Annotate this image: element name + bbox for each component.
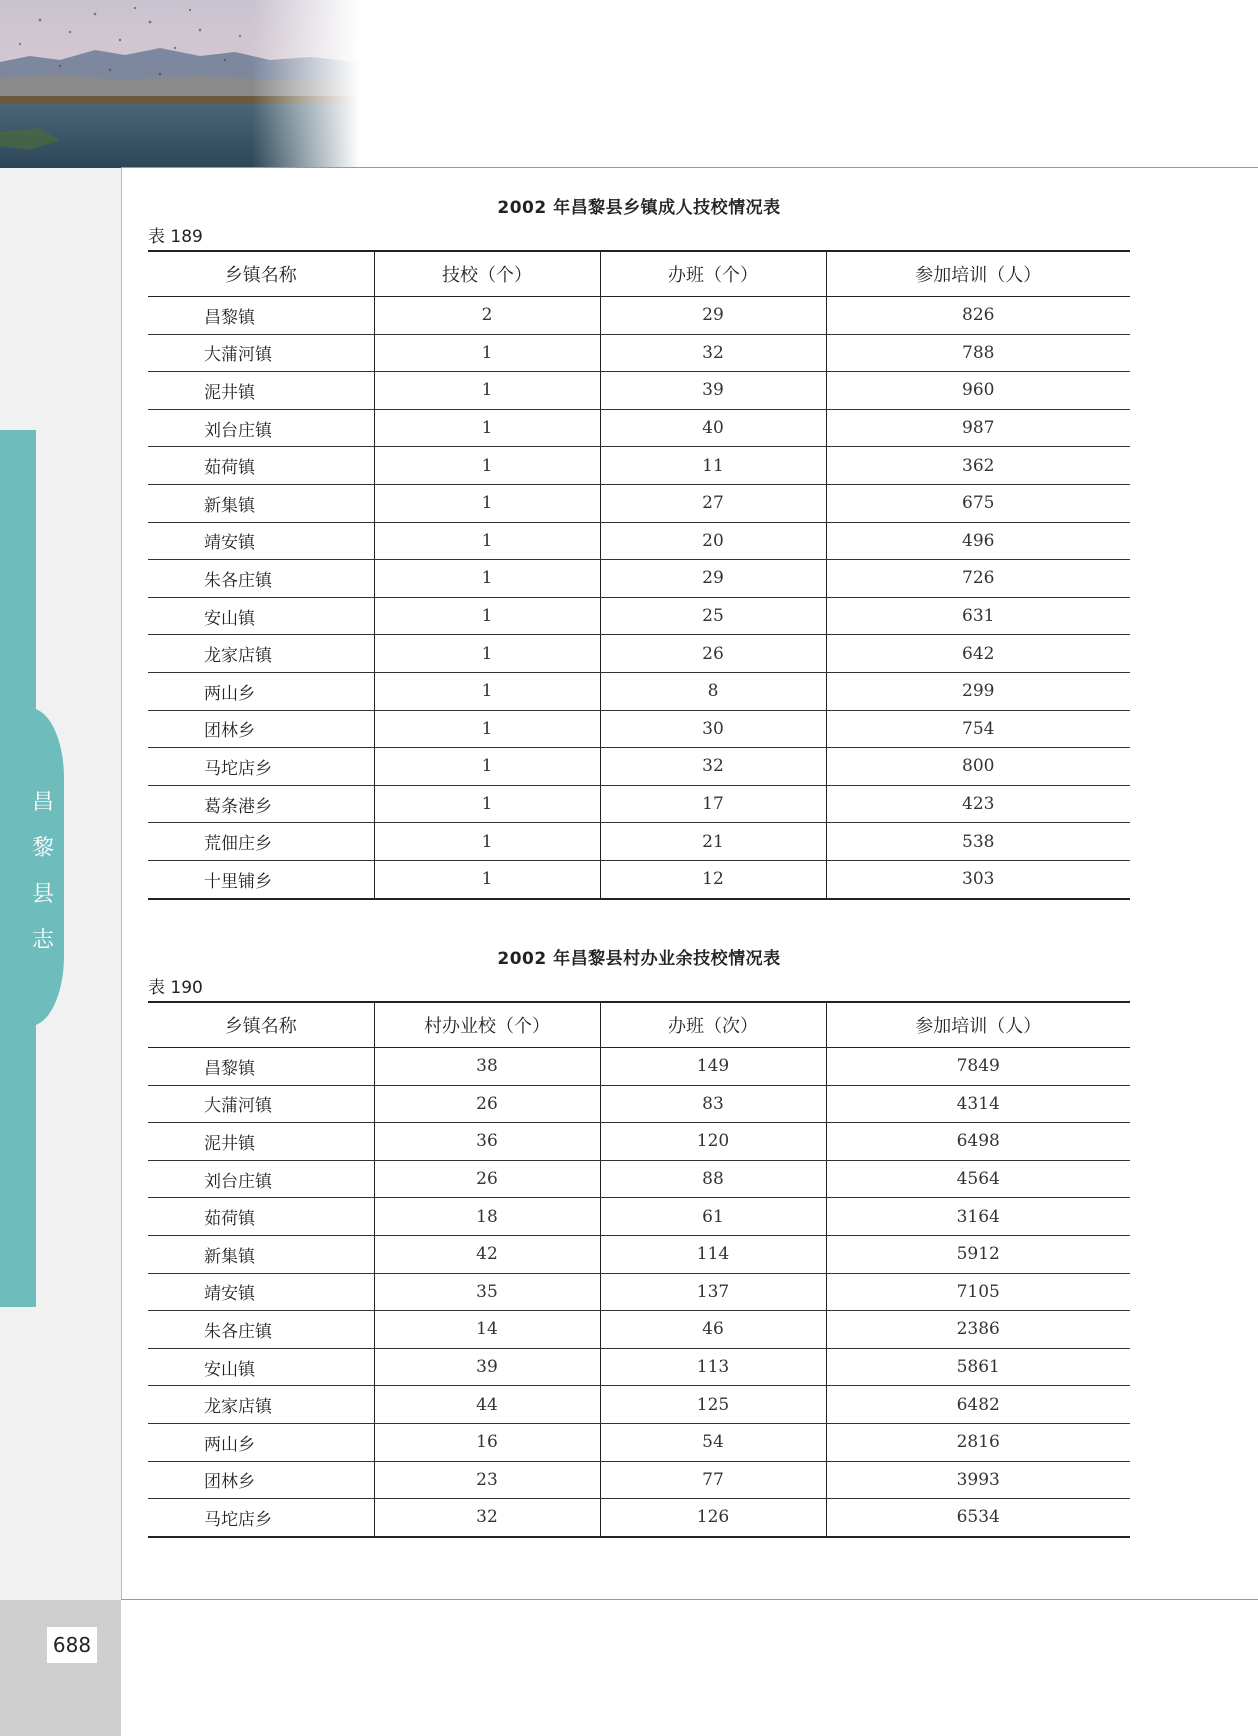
- value-cell: 5912: [826, 1235, 1130, 1273]
- footer-divider: [121, 1599, 1258, 1600]
- value-cell: 960: [826, 372, 1130, 410]
- table-header-row: [148, 251, 1130, 297]
- table-row: [148, 823, 1130, 861]
- value-cell: 8: [600, 672, 826, 710]
- township-name-cell: 茹荷镇: [148, 447, 374, 485]
- value-cell: 137: [600, 1273, 826, 1311]
- value-cell: 46: [600, 1311, 826, 1349]
- value-cell: 1: [374, 860, 600, 898]
- township-name-cell: 两山乡: [148, 672, 374, 710]
- value-cell: 26: [374, 1160, 600, 1198]
- township-name-cell: 龙家店镇: [148, 635, 374, 673]
- value-cell: 642: [826, 635, 1130, 673]
- value-cell: 20: [600, 522, 826, 560]
- value-cell: 29: [600, 560, 826, 598]
- value-cell: 631: [826, 597, 1130, 635]
- value-cell: 61: [600, 1198, 826, 1236]
- township-name-cell: 刘台庄镇: [148, 1160, 374, 1198]
- value-cell: 2816: [826, 1423, 1130, 1461]
- value-cell: 6482: [826, 1386, 1130, 1424]
- value-cell: 1: [374, 597, 600, 635]
- table-row: [148, 597, 1130, 635]
- value-cell: 113: [600, 1348, 826, 1386]
- township-name-cell: 安山镇: [148, 1348, 374, 1386]
- value-cell: 11: [600, 447, 826, 485]
- value-cell: 149: [600, 1048, 826, 1086]
- header-divider: [121, 167, 1258, 168]
- column-header: 办班（次）: [600, 1002, 826, 1048]
- value-cell: 826: [826, 297, 1130, 335]
- value-cell: 25: [600, 597, 826, 635]
- table-189-body: [148, 297, 1130, 899]
- value-cell: 27: [600, 484, 826, 522]
- value-cell: 1: [374, 672, 600, 710]
- value-cell: 26: [600, 635, 826, 673]
- value-cell: 303: [826, 860, 1130, 898]
- column-header: 村办业校（个）: [374, 1002, 600, 1048]
- value-cell: 423: [826, 785, 1130, 823]
- township-name-cell: 团林乡: [148, 1461, 374, 1499]
- value-cell: 29: [600, 297, 826, 335]
- table-190-block: [148, 947, 1130, 1538]
- table-189-title: 2002 年昌黎县乡镇成人技校情况表: [497, 198, 781, 218]
- table-row: [148, 748, 1130, 786]
- table-row: [148, 1386, 1130, 1424]
- value-cell: 1: [374, 372, 600, 410]
- value-cell: 120: [600, 1123, 826, 1161]
- value-cell: 788: [826, 334, 1130, 372]
- table-row: [148, 1235, 1130, 1273]
- margin-divider: [121, 168, 122, 1600]
- value-cell: 7849: [826, 1048, 1130, 1086]
- value-cell: 3993: [826, 1461, 1130, 1499]
- value-cell: 3164: [826, 1198, 1130, 1236]
- table-header-row: [148, 1002, 1130, 1048]
- township-name-cell: 昌黎镇: [148, 1048, 374, 1086]
- column-header: 办班（个）: [600, 251, 826, 297]
- side-tab-char: 昌: [31, 790, 54, 815]
- table-row: [148, 1461, 1130, 1499]
- table-row: [148, 860, 1130, 898]
- township-name-cell: 泥井镇: [148, 1123, 374, 1161]
- side-tab-char: 县: [31, 882, 54, 907]
- page-number-area: [0, 1600, 121, 1736]
- value-cell: 6534: [826, 1499, 1130, 1537]
- value-cell: 54: [600, 1423, 826, 1461]
- value-cell: 800: [826, 748, 1130, 786]
- table-row: [148, 635, 1130, 673]
- township-name-cell: 安山镇: [148, 597, 374, 635]
- value-cell: 16: [374, 1423, 600, 1461]
- township-name-cell: 茹荷镇: [148, 1198, 374, 1236]
- table-190-body: [148, 1048, 1130, 1537]
- value-cell: 1: [374, 710, 600, 748]
- value-cell: 5861: [826, 1348, 1130, 1386]
- value-cell: 675: [826, 484, 1130, 522]
- column-header: 乡镇名称: [148, 251, 374, 297]
- value-cell: 88: [600, 1160, 826, 1198]
- value-cell: 726: [826, 560, 1130, 598]
- table-row: [148, 785, 1130, 823]
- value-cell: 6498: [826, 1123, 1130, 1161]
- table-row: [148, 1048, 1130, 1086]
- township-name-cell: 朱各庄镇: [148, 560, 374, 598]
- table-190-label: 表 190: [148, 978, 203, 998]
- table-row: [148, 1085, 1130, 1123]
- value-cell: 7105: [826, 1273, 1130, 1311]
- township-name-cell: 朱各庄镇: [148, 1311, 374, 1349]
- township-name-cell: 刘台庄镇: [148, 409, 374, 447]
- value-cell: 12: [600, 860, 826, 898]
- column-header: 参加培训（人）: [826, 251, 1130, 297]
- value-cell: 30: [600, 710, 826, 748]
- value-cell: 32: [374, 1499, 600, 1537]
- value-cell: 1: [374, 447, 600, 485]
- table-row: [148, 1198, 1130, 1236]
- table-row: [148, 334, 1130, 372]
- table-row: [148, 1348, 1130, 1386]
- table-190: [148, 1001, 1130, 1538]
- table-row: [148, 447, 1130, 485]
- table-row: [148, 1311, 1130, 1349]
- value-cell: 21: [600, 823, 826, 861]
- value-cell: 114: [600, 1235, 826, 1273]
- value-cell: 1: [374, 334, 600, 372]
- township-name-cell: 马坨店乡: [204, 1509, 272, 1530]
- value-cell: 754: [826, 710, 1130, 748]
- township-name-cell: 大蒲河镇: [148, 334, 374, 372]
- township-name-cell: 新集镇: [148, 1235, 374, 1273]
- header-photo: [0, 0, 360, 168]
- value-cell: 1: [374, 484, 600, 522]
- value-cell: 32: [600, 334, 826, 372]
- value-cell: 36: [374, 1123, 600, 1161]
- table-row: [148, 409, 1130, 447]
- column-header: 参加培训（人）: [826, 1002, 1130, 1048]
- value-cell: 38: [374, 1048, 600, 1086]
- value-cell: 32: [600, 748, 826, 786]
- township-name-cell: 靖安镇: [148, 1273, 374, 1311]
- table-row: [148, 1160, 1130, 1198]
- value-cell: 362: [826, 447, 1130, 485]
- value-cell: 987: [826, 409, 1130, 447]
- table-row: [148, 560, 1130, 598]
- value-cell: 2386: [826, 1311, 1130, 1349]
- value-cell: 1: [374, 409, 600, 447]
- value-cell: 1: [374, 635, 600, 673]
- value-cell: 1: [374, 785, 600, 823]
- township-name-cell: 泥井镇: [148, 372, 374, 410]
- table-row: [148, 1273, 1130, 1311]
- value-cell: 14: [374, 1311, 600, 1349]
- value-cell: 1: [374, 823, 600, 861]
- table-row: [148, 297, 1130, 335]
- township-name-cell: 大蒲河镇: [148, 1085, 374, 1123]
- table-189-block: [148, 196, 1130, 900]
- value-cell: 23: [374, 1461, 600, 1499]
- value-cell: 1: [374, 748, 600, 786]
- column-header: 技校（个）: [374, 251, 600, 297]
- township-name-cell: 团林乡: [148, 710, 374, 748]
- table-190-title: 2002 年昌黎县村办业余技校情况表: [497, 949, 781, 969]
- side-tab-char: 黎: [31, 836, 54, 861]
- table-row: [148, 710, 1130, 748]
- value-cell: 2: [374, 297, 600, 335]
- table-189-label: 表 189: [148, 227, 203, 247]
- table-189: [148, 250, 1130, 900]
- township-name-cell: 十里铺乡: [204, 871, 272, 892]
- value-cell: 4314: [826, 1085, 1130, 1123]
- table-row: [148, 672, 1130, 710]
- column-header: 乡镇名称: [148, 1002, 374, 1048]
- value-cell: 126: [600, 1499, 826, 1537]
- value-cell: 18: [374, 1198, 600, 1236]
- value-cell: 35: [374, 1273, 600, 1311]
- table-row: [148, 372, 1130, 410]
- value-cell: 538: [826, 823, 1130, 861]
- value-cell: 44: [374, 1386, 600, 1424]
- value-cell: 77: [600, 1461, 826, 1499]
- table-row: [148, 1123, 1130, 1161]
- table-row: [148, 1423, 1130, 1461]
- side-tab-char: 志: [31, 928, 54, 953]
- value-cell: 496: [826, 522, 1130, 560]
- value-cell: 40: [600, 409, 826, 447]
- township-name-cell: 两山乡: [148, 1423, 374, 1461]
- value-cell: 4564: [826, 1160, 1130, 1198]
- township-name-cell: 昌黎镇: [148, 297, 374, 335]
- value-cell: 299: [826, 672, 1130, 710]
- township-name-cell: 葛条港乡: [148, 785, 374, 823]
- table-row: [148, 484, 1130, 522]
- value-cell: 39: [374, 1348, 600, 1386]
- value-cell: 39: [600, 372, 826, 410]
- value-cell: 26: [374, 1085, 600, 1123]
- township-name-cell: 新集镇: [148, 484, 374, 522]
- value-cell: 1: [374, 560, 600, 598]
- side-tab-text: [28, 780, 58, 964]
- value-cell: 1: [374, 522, 600, 560]
- value-cell: 125: [600, 1386, 826, 1424]
- table-row: [148, 1499, 1130, 1537]
- value-cell: 83: [600, 1085, 826, 1123]
- township-name-cell: 龙家店镇: [148, 1386, 374, 1424]
- township-name-cell: 靖安镇: [148, 522, 374, 560]
- value-cell: 42: [374, 1235, 600, 1273]
- value-cell: 17: [600, 785, 826, 823]
- township-name-cell: 荒佃庄乡: [148, 823, 374, 861]
- township-name-cell: 马坨店乡: [148, 748, 374, 786]
- table-row: [148, 522, 1130, 560]
- page-number: 688: [47, 1627, 97, 1663]
